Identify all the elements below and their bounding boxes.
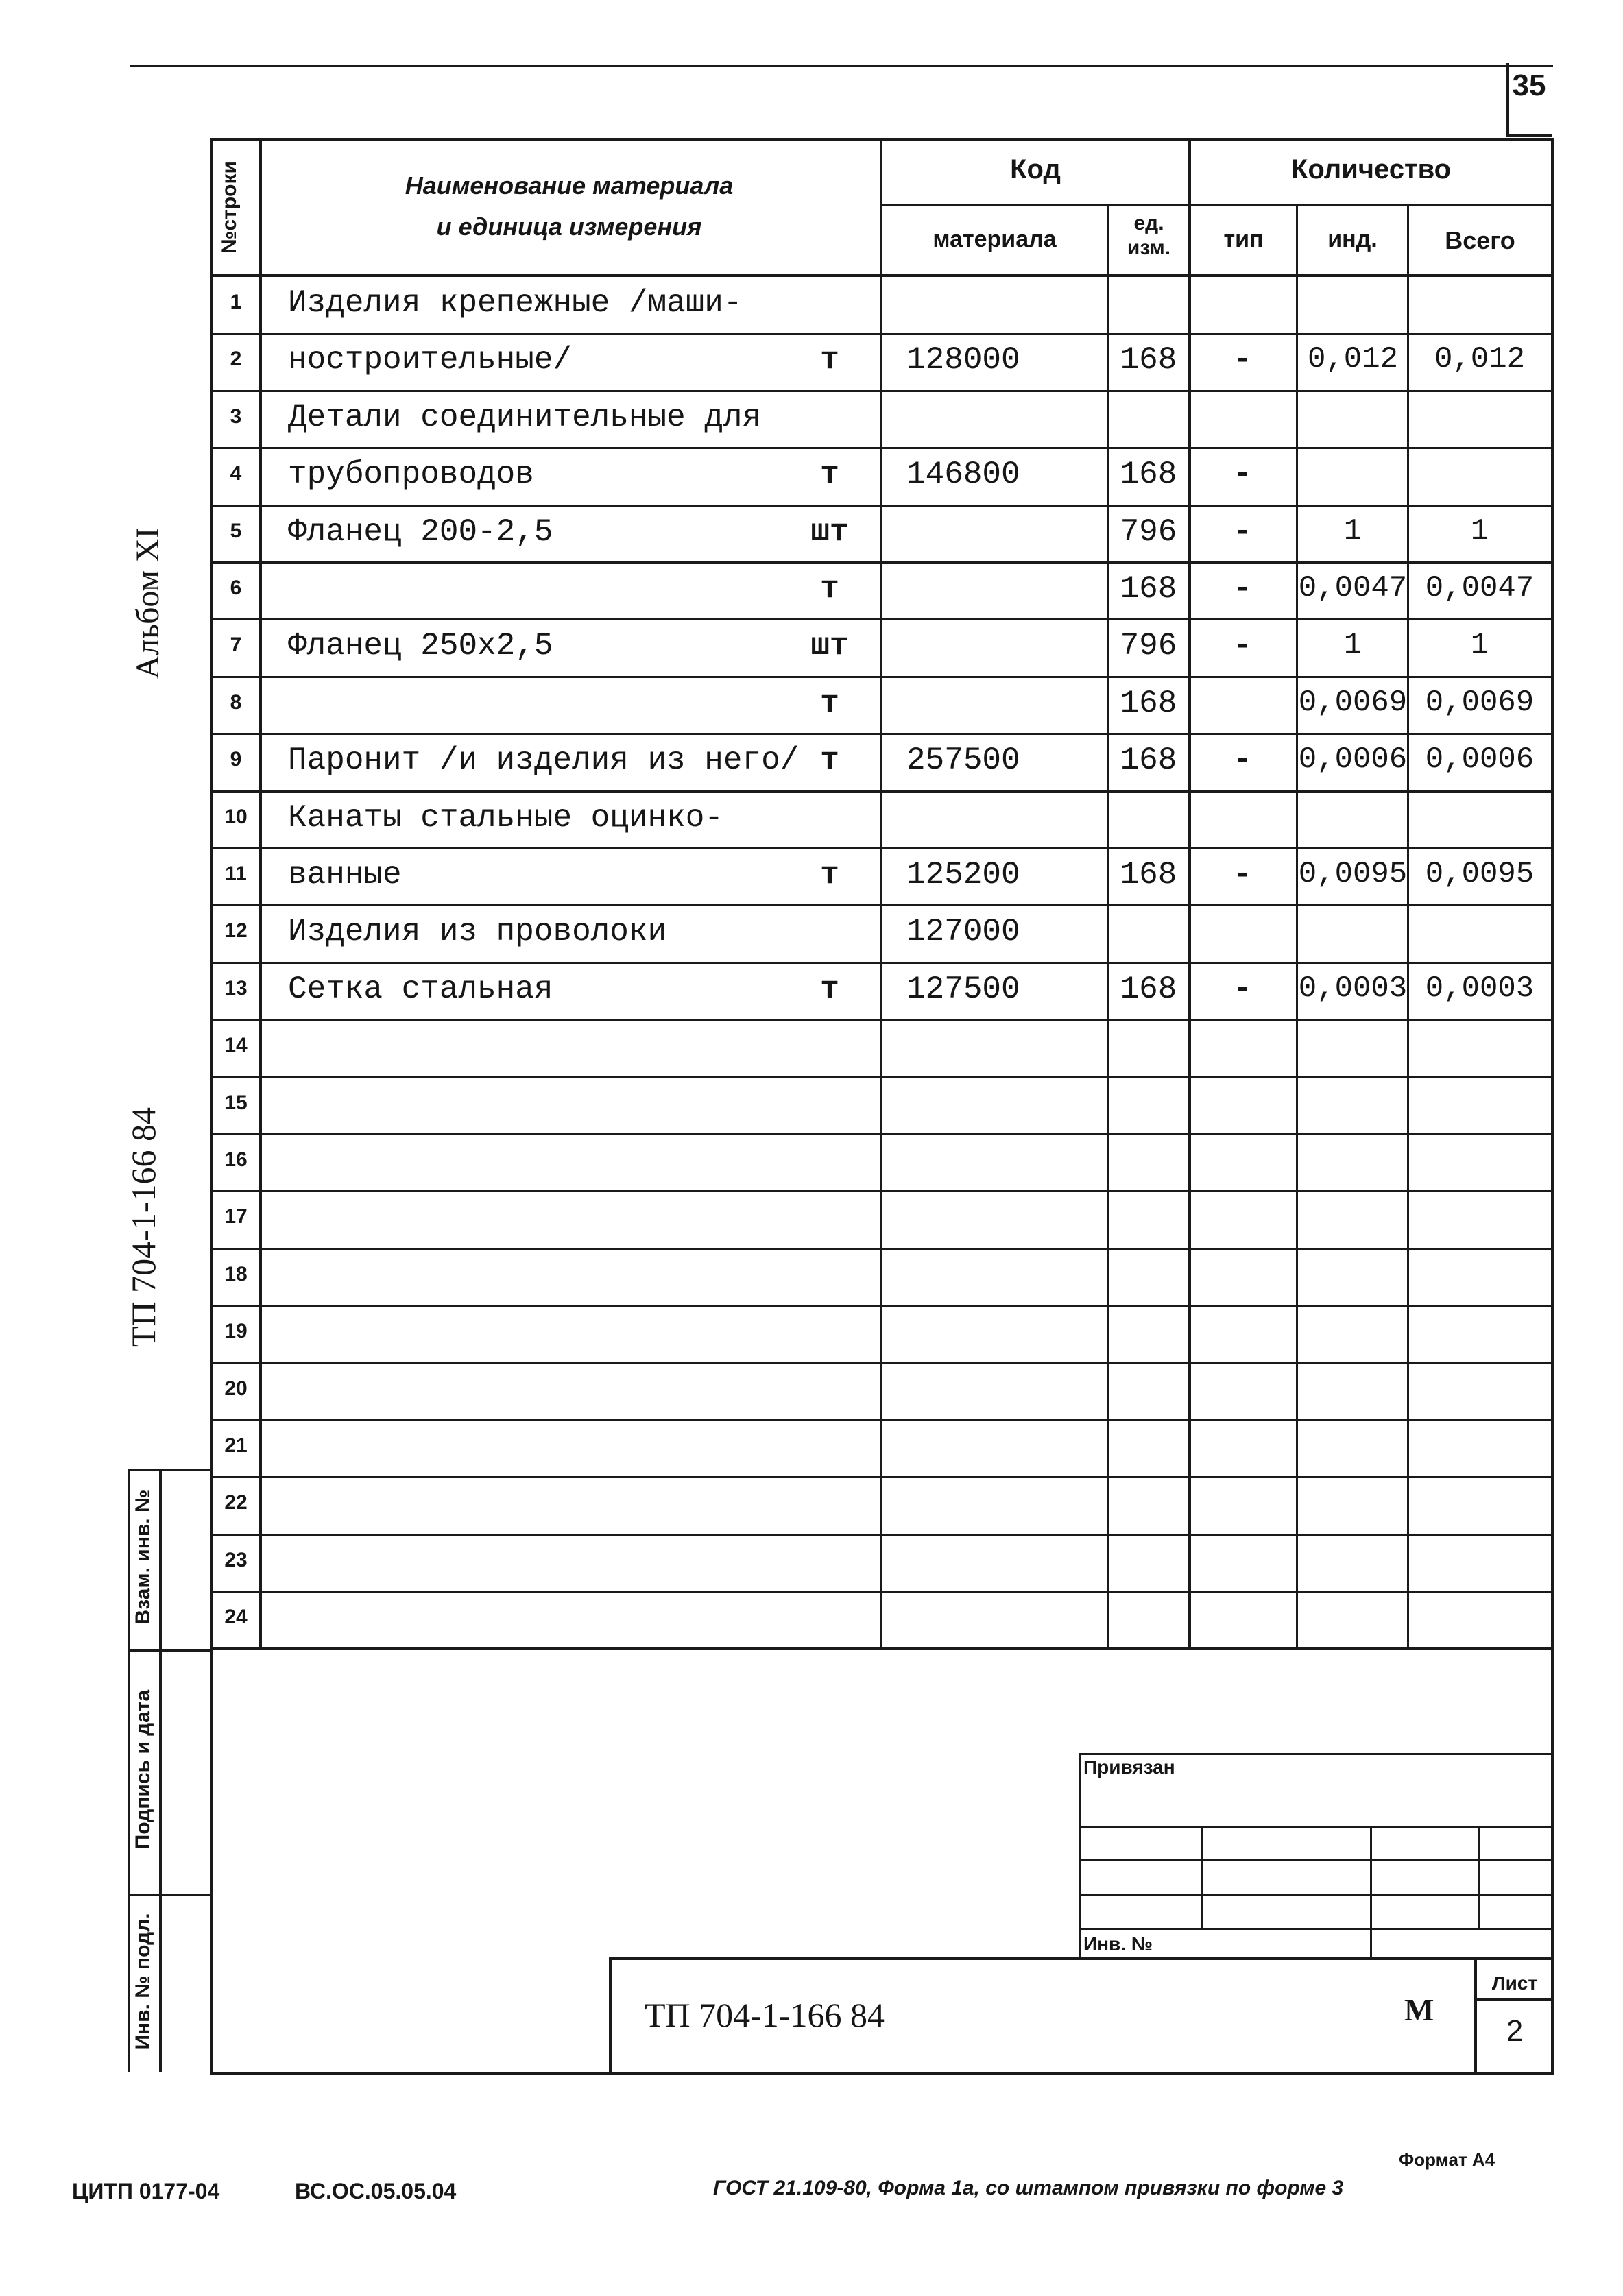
row-divider [211,1419,1554,1421]
col-code-border [1107,206,1109,1650]
row-type: - [1233,971,1252,1007]
header-row-number: №строки [218,161,241,254]
header-qty-total: Всего [1445,226,1515,254]
row-n: 5 [230,520,242,542]
row-total: 0,012 [1434,342,1526,376]
row-type: - [1233,342,1252,378]
row-divider [211,790,1554,793]
row-divider [211,962,1554,964]
row-total: 0,0069 [1425,686,1535,720]
row-ind: 0,0069 [1298,686,1408,720]
col-type-border [1296,206,1298,1650]
row-n: 13 [224,977,248,1000]
row-n: 22 [224,1491,248,1514]
row-uom: 168 [1120,457,1177,492]
row-ind: 0,012 [1307,342,1399,376]
title-block-left [609,1957,612,2074]
row-unit: т [820,971,839,1007]
row-n: 12 [224,919,248,942]
frame-bottom [210,2072,1554,2075]
row-unit: т [820,686,839,721]
row-unit: т [820,571,839,607]
row-divider [211,847,1554,849]
header-code-material: материала [933,226,1057,252]
row-n: 2 [230,348,242,370]
row-total: 0,0006 [1425,742,1535,777]
row-name: ностроительные/ [288,342,573,378]
row-total: 0,0003 [1425,971,1535,1006]
row-uom: 168 [1120,857,1177,893]
header-bottom-line [211,274,1554,277]
row-code: 128000 [906,342,1020,378]
row-divider [211,1019,1554,1021]
row-n: 6 [230,577,242,599]
row-type: - [1233,514,1252,550]
side-stamp-mid [159,1469,162,2072]
row-divider [211,447,1554,449]
row-name: Сетка стальная [288,971,553,1007]
row-code: 146800 [906,457,1020,492]
row-type: - [1233,742,1252,778]
row-type: - [1233,571,1252,607]
row-n: 9 [230,748,242,771]
row-divider [211,1476,1554,1478]
row-ind: 0,0047 [1298,571,1408,605]
header-mid-line [880,204,1552,206]
row-divider [211,1076,1554,1078]
side-vzam-inv: Взам. инв. № [132,1489,154,1625]
row-divider [211,618,1554,620]
row-n: 21 [224,1434,248,1457]
row-divider [211,390,1554,392]
row-divider [211,733,1554,735]
row-total: 1 [1470,628,1489,662]
stamp-grid-h1 [1079,1826,1553,1828]
footer-gost: ГОСТ 21.109-80, Форма 1а, со штампом привязки по форме 3 [713,2177,1344,2199]
header-qty-ind: инд. [1327,226,1378,252]
row-n: 19 [224,1320,248,1342]
title-block-designation: ТП 704-1-166 84 [645,1996,885,2034]
header-name-line1: Наименование материала [405,171,734,200]
row-code: 127000 [906,914,1020,950]
stamp-grid-h3 [1079,1894,1553,1896]
row-n: 24 [224,1606,248,1628]
side-stamp-left [128,1469,130,2072]
row-total: 0,0095 [1425,857,1535,891]
row-n: 20 [224,1377,248,1400]
row-divider [211,1133,1554,1135]
row-divider [211,505,1554,507]
row-ind: 1 [1343,514,1362,548]
stamp-grid-v2 [1370,1826,1372,1959]
row-uom: 796 [1120,514,1177,550]
row-ind: 0,0006 [1298,742,1408,777]
header-qty-type: тип [1223,226,1264,252]
row-divider [211,333,1554,335]
row-name: Паронит /и изделия из него/ [288,742,800,778]
row-divider [211,1591,1554,1593]
row-n: 18 [224,1263,248,1285]
row-n: 3 [230,405,242,428]
row-name: Фланец 200-2,5 [288,514,553,550]
col-rownum-border [259,138,262,1650]
row-uom: 168 [1120,571,1177,607]
row-name: трубопроводов [288,457,534,492]
header-code: Код [1010,154,1061,184]
title-block-scale: М [1404,1992,1434,2027]
page-number: 35 [1512,69,1546,102]
row-total: 0,0047 [1425,571,1535,605]
stamp-privyazan-top [1079,1753,1553,1755]
row-unit: шт [810,514,849,550]
side-inv-podl: Инв. № подл. [132,1913,154,2050]
row-uom: 796 [1120,628,1177,664]
row-name: Фланец 250х2,5 [288,628,553,664]
title-block-sheet-number: 2 [1506,2014,1524,2048]
stamp-grid-h4 [1079,1928,1553,1930]
header-name-line2: и единица измерения [436,213,702,241]
stamp-inv-label: Инв. № [1083,1933,1153,1955]
row-uom: 168 [1120,686,1177,721]
row-name: ванные [288,857,402,893]
row-code: 125200 [906,857,1020,893]
row-type: - [1233,457,1252,492]
row-uom: 168 [1120,742,1177,778]
row-divider [211,1305,1554,1307]
row-name: Канаты стальные оцинко- [288,800,723,836]
row-divider [211,1362,1554,1364]
row-n: 17 [224,1205,248,1228]
row-n: 10 [224,806,248,828]
row-unit: т [820,857,839,893]
footer-format: Формат А4 [1399,2149,1495,2170]
row-uom: 168 [1120,342,1177,378]
row-n: 1 [230,291,242,313]
frame-top [130,65,1553,67]
row-type: - [1233,628,1252,664]
row-n: 8 [230,691,242,714]
row-unit: шт [810,628,849,664]
row-name: Изделия из проволоки [288,914,667,950]
stamp-privyazan-label: Привязан [1083,1756,1175,1778]
table-left-border [210,138,213,2075]
row-n: 16 [224,1148,248,1171]
row-ind: 1 [1343,628,1362,662]
row-n: 7 [230,633,242,656]
row-ind: 0,0095 [1298,857,1408,891]
stamp-grid-h2 [1079,1859,1553,1861]
title-block-sheet-divider [1474,1998,1553,2001]
row-divider [211,676,1554,678]
table-top-border [211,138,1554,141]
row-unit: т [820,742,839,778]
row-n: 4 [230,462,242,485]
row-name: Изделия крепежные /маши- [288,285,743,321]
row-unit: т [820,342,839,378]
stamp-grid-v1 [1201,1826,1203,1928]
row-n: 11 [225,862,247,885]
row-ind: 0,0003 [1298,971,1408,1006]
row-n: 15 [224,1091,248,1114]
row-divider [211,1190,1554,1192]
title-block-top [609,1957,1553,1960]
row-divider [211,904,1554,906]
row-type: - [1233,857,1252,893]
row-code: 127500 [906,971,1020,1007]
row-n: 23 [224,1549,248,1571]
col-ind-border [1407,206,1409,1650]
side-project: ТП 704-1-166 84 [124,1107,163,1347]
table-right-border [1551,138,1554,2075]
row-code: 257500 [906,742,1020,778]
header-code-unit: ед. изм. [1127,212,1171,259]
title-block-sheet-label: Лист [1491,1972,1538,1994]
row-divider [211,1534,1554,1536]
col-name-border [880,138,882,1650]
row-divider [211,561,1554,564]
header-quantity: Количество [1290,154,1452,184]
side-album: Альбом XI [130,527,166,679]
row-unit: т [820,457,839,492]
page-number-box-bottom [1506,134,1552,137]
row-name: Детали соединительные для [288,400,762,435]
side-signature-date: Подпись и дата [132,1689,154,1850]
stamp-grid-v3 [1478,1826,1480,1928]
row-n: 14 [224,1034,248,1056]
row-total: 1 [1470,514,1489,548]
row-uom: 168 [1120,971,1177,1007]
row-divider [211,1248,1554,1250]
table-bottom-line [211,1647,1554,1650]
footer-series: ВС.ОС.05.05.04 [295,2179,457,2203]
footer-left-code: ЦИТП 0177-04 [72,2179,220,2203]
